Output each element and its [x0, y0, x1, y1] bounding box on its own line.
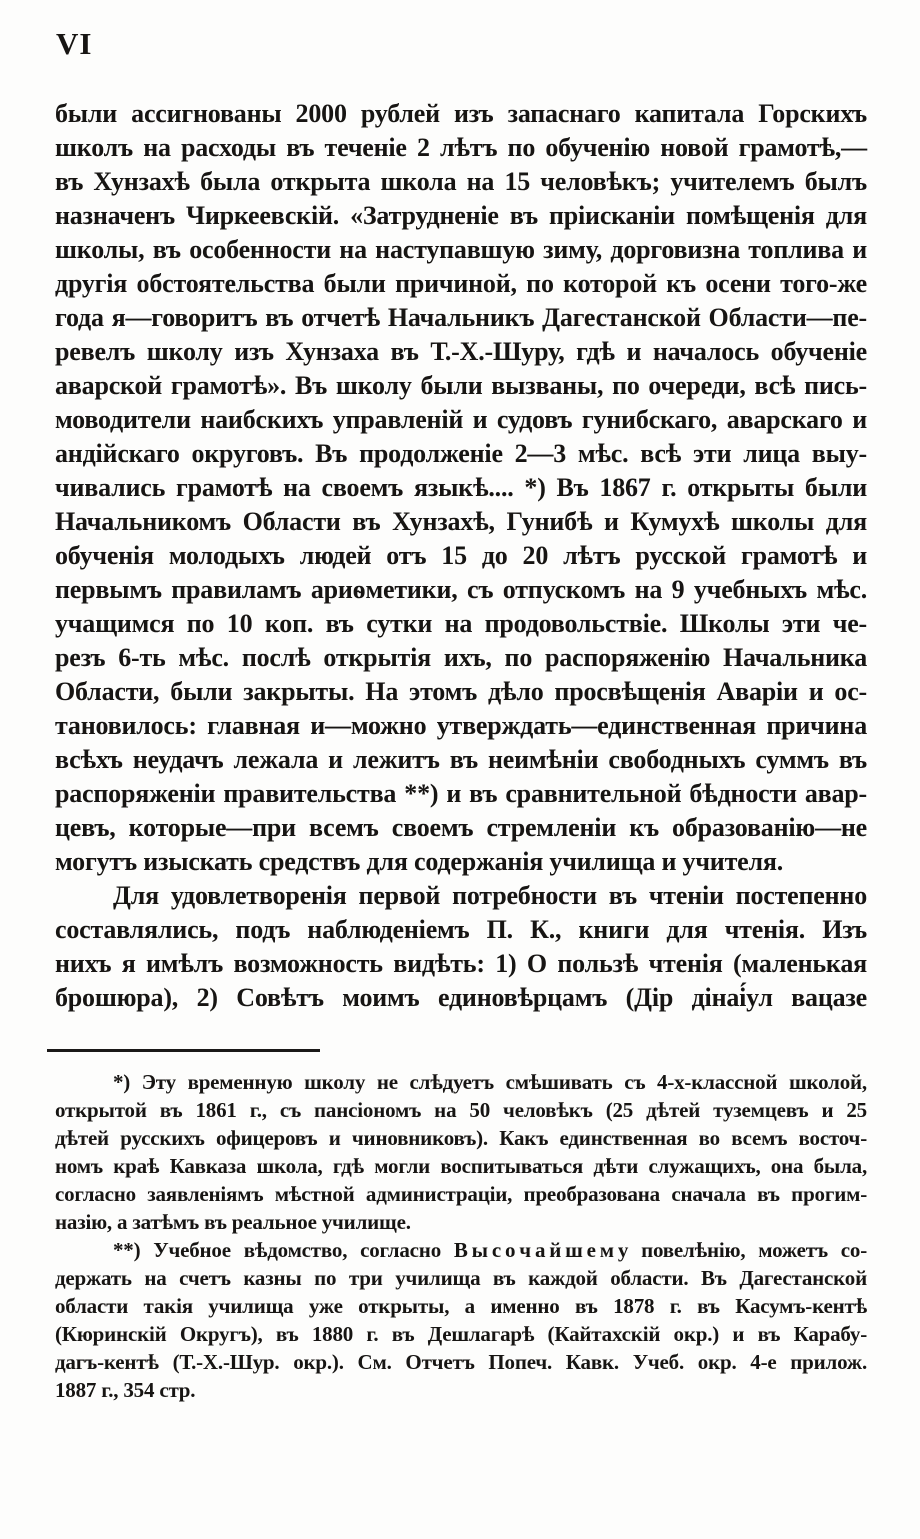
text-line: Области, были закрыты. На этомъ дѣло просвѣщенія Аваріи и ос- — [55, 677, 867, 706]
text-line: тановилось: главная и—можно утверждать—единственная причина — [55, 711, 867, 740]
text-line: согласно заявленіямъ мѣстной администраціи, преобразована сначала въ прогим- — [55, 1182, 867, 1206]
footnote-1 — [55, 1068, 867, 1236]
text-line: всѣхъ неудачъ лежала и лежитъ въ неимѣніи свободныхъ суммъ въ — [55, 745, 867, 774]
text-line: въ Хунзахѣ была открыта школа на 15 человѣкъ; учителемъ былъ — [55, 167, 867, 196]
text-line: моводители наибскихъ управленій и судовъ гунибскаго, аварскаго и — [55, 405, 867, 434]
text-line: цевъ, которые—при всемъ своемъ стремленіи къ образованію—не — [55, 813, 867, 842]
text-line: распоряженіи правительства **) и въ сравнительной бѣдности авар- — [55, 779, 867, 808]
text-line: номъ краѣ Кавказа школа, гдѣ могли воспитываться дѣти служащихъ, она была, — [55, 1154, 867, 1178]
text-line: брошюра), 2) Совѣтъ моимъ единовѣрцамъ (Дір дінаі́ул вацазе — [55, 983, 867, 1012]
text-line: обученія молодыхъ людей отъ 15 до 20 лѣтъ русской грамотѣ и — [55, 541, 867, 570]
footnotes — [55, 1068, 867, 1404]
text-line: назію, а затѣмъ въ реальное училище. — [55, 1210, 411, 1234]
text-line: дѣтей русскихъ офицеровъ и чиновниковъ). Какъ единственная во всемъ восточ- — [55, 1126, 867, 1150]
text-line: года я—говоритъ въ отчетѣ Начальникъ Дагестанской Области—пе- — [55, 303, 867, 332]
text-line: чивались грамотѣ на своемъ языкѣ.... *) Въ 1867 г. открыты были — [55, 473, 867, 502]
text-line: составлялись, подъ наблюденіемъ П. К., книги для чтенія. Изъ — [55, 915, 867, 944]
text-line: Для удовлетворенія первой потребности въ чтеніи постепенно — [113, 881, 867, 910]
text-line: аварской грамотѣ». Въ школу были вызваны, по очереди, всѣ пись- — [55, 371, 867, 400]
text-line: 1887 г., 354 стр. — [55, 1378, 196, 1402]
text-line: первымъ правиламъ ариѳметики, съ отпускомъ на 9 учебныхъ мѣс. — [55, 575, 867, 604]
footnote-2 — [55, 1236, 867, 1404]
page-number: VI — [56, 26, 93, 61]
text-line: Начальникомъ Области въ Хунзахѣ, Гунибѣ и Кумухѣ школы для — [55, 507, 867, 536]
text-line: ревелъ школу изъ Хунзаха въ Т.-Х.-Шуру, гдѣ и началось обученіе — [55, 337, 867, 366]
text-line: держать на счетъ казны по три училища въ каждой области. Въ Дагестанской — [55, 1266, 867, 1290]
text-line: резъ 6-ть мѣс. послѣ открытія ихъ, по распоряженію Начальника — [55, 643, 867, 672]
text-line: были ассигнованы 2000 рублей изъ запаснаго капитала Горскихъ — [55, 99, 867, 128]
text-line: открытой въ 1861 г., съ пансіономъ на 50 человѣкъ (25 дѣтей туземцевъ и 25 — [55, 1098, 867, 1122]
text-line: учащимся по 10 коп. въ сутки на продовольствіе. Школы эти че- — [55, 609, 867, 638]
text-line: (Кюринскій Округъ), въ 1880 г. въ Дешлагарѣ (Кайтахскій окр.) и въ Карабу- — [55, 1322, 867, 1346]
text-line: назначенъ Чиркеевскій. «Затрудненіе въ пріисканіи помѣщенія для — [55, 201, 867, 230]
footnote-separator-rule — [47, 1049, 320, 1052]
text-line: школы, въ особенности на наступавшую зиму, дорговизна топлива и — [55, 235, 867, 264]
body-paragraph-2 — [55, 879, 867, 1015]
text-line: школъ на расходы въ теченіе 2 лѣтъ по обученію новой грамотѣ,— — [55, 133, 867, 162]
text-line: *) Эту временную школу не слѣдуетъ смѣшивать съ 4-х-классной школой, — [113, 1070, 867, 1094]
text-line: андійскаго округовъ. Въ продолженіе 2—3 мѣс. всѣ эти лица выу- — [55, 439, 867, 468]
text-line: нихъ я имѣлъ возможность видѣть: 1) О пользѣ чтенія (маленькая — [55, 949, 867, 978]
text-line: **) Учебное вѣдомство, согласно В ы с о ч а й ш е м у повелѣнію, можетъ со- — [113, 1238, 867, 1262]
text-line: области такія училища уже открыты, а именно въ 1878 г. въ Касумъ-кентѣ — [55, 1294, 867, 1318]
body-text — [55, 97, 867, 1015]
text-line: дагъ-кентѣ (Т.-Х.-Шур. окр.). См. Отчетъ Попеч. Кавк. Учеб. окр. 4-е прилож. — [55, 1350, 867, 1374]
text-line: другія обстоятельства были причиной, по которой къ осени того-же — [55, 269, 867, 298]
text-line: могутъ изыскать средствъ для содержанія училища и учителя. — [55, 847, 784, 876]
body-paragraph-1 — [55, 97, 867, 879]
